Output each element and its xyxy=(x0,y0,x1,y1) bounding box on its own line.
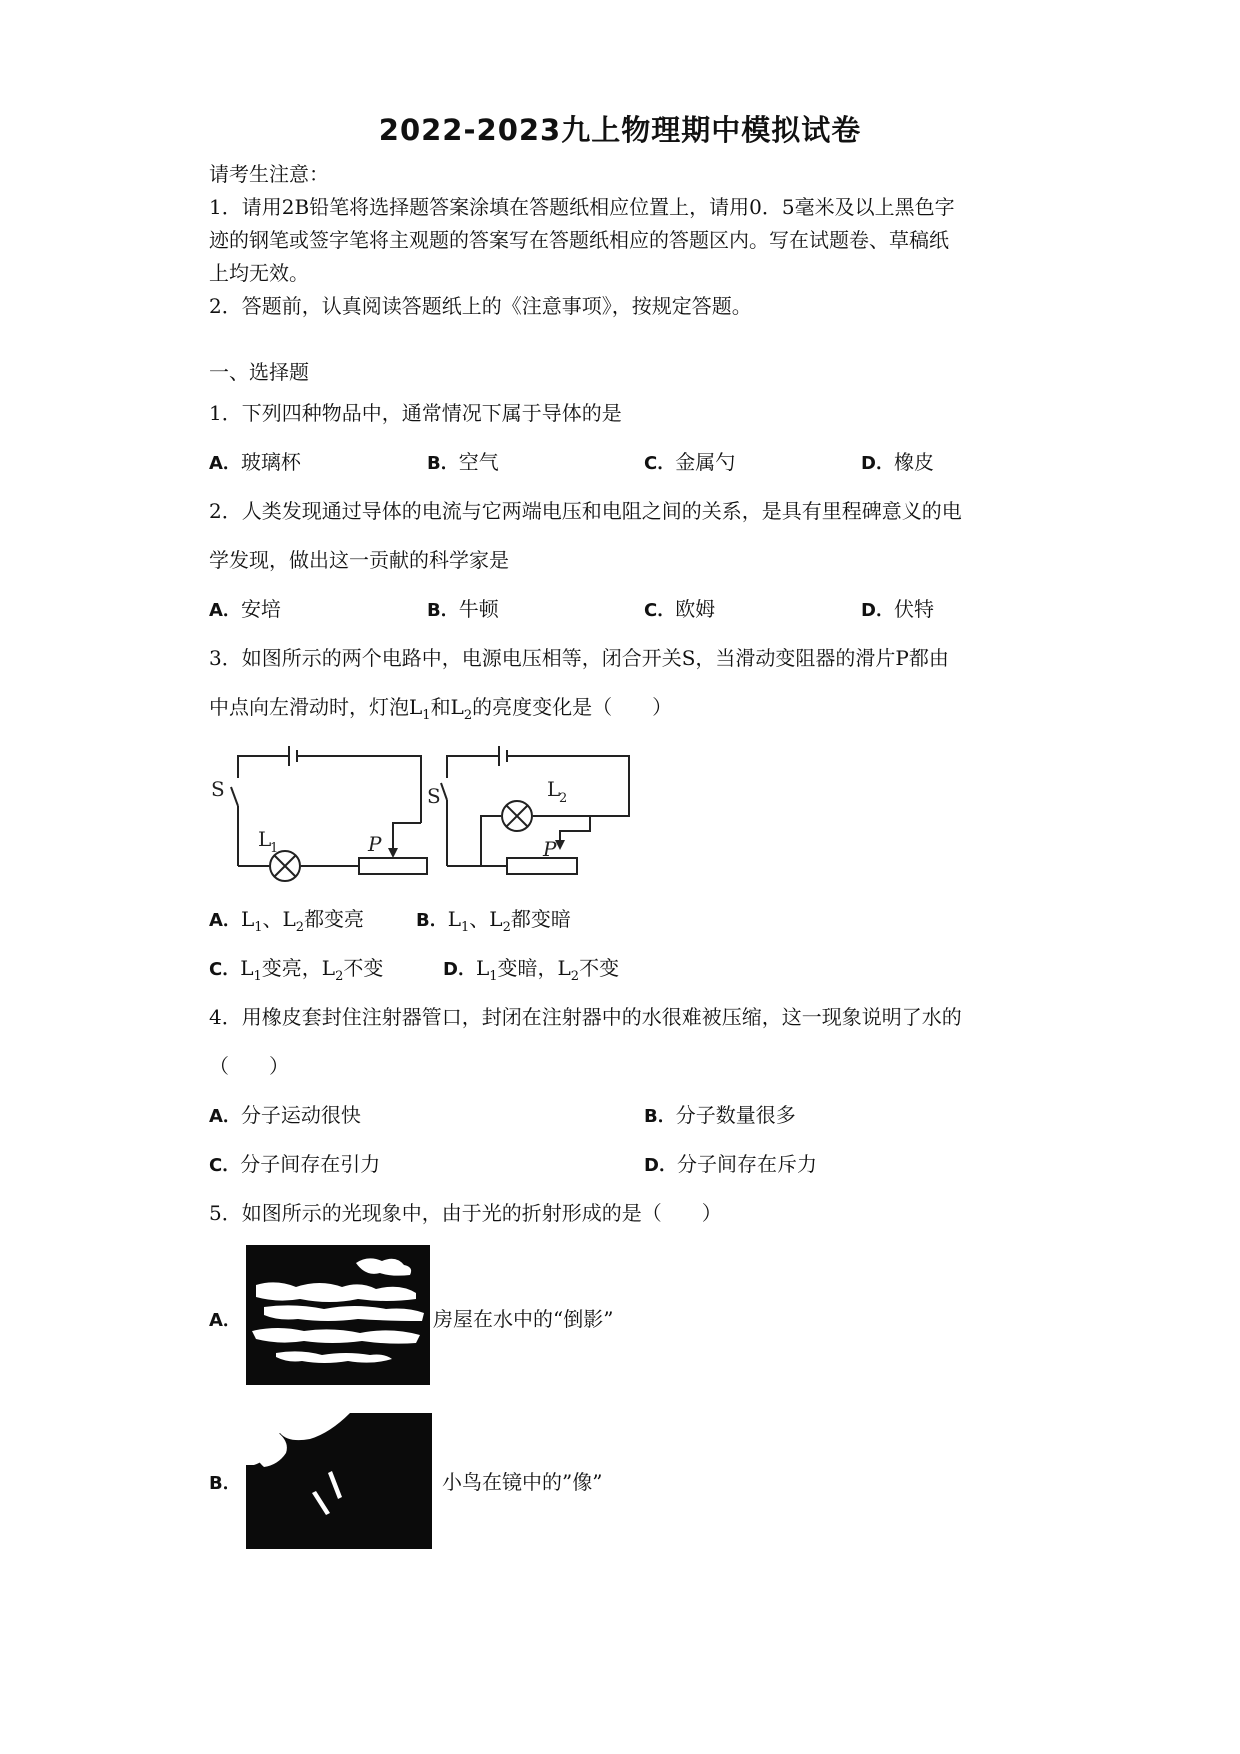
q5-stem: 5．如图所示的光现象中，由于光的折射形成的是（ ） xyxy=(209,1201,722,1225)
switch-label-right: S xyxy=(427,784,441,808)
q3-option-b: B．$L_1$、$L_2$都变暗 xyxy=(416,907,571,935)
q5-option-a-label: A． xyxy=(209,1310,241,1331)
slider-label-right: P xyxy=(543,837,557,861)
lamp-label-l1: L xyxy=(258,827,272,851)
q2-option-b: B．牛顿 xyxy=(427,597,499,621)
slider-label-left: P xyxy=(368,832,382,856)
q5-option-b-text: 小鸟在镜中的”像” xyxy=(442,1470,603,1494)
q1-option-c: C．金属勺 xyxy=(644,450,736,474)
q3-stem-1: 3．如图所示的两个电路中，电源电压相等，闭合开关S，当滑动变阻器的滑片P都由 xyxy=(209,646,949,670)
page-title: 2022-2023九上物理期中模拟试卷 xyxy=(378,113,862,147)
q3-option-d: D．$L_1$变暗，$L_2$不变 xyxy=(443,956,620,984)
slider-arrow-left xyxy=(388,848,398,858)
q1-stem: 1．下列四种物品中，通常情况下属于导体的是 xyxy=(209,401,622,425)
notice-line-4: 2．答题前，认真阅读答题纸上的《注意事项》，按规定答题。 xyxy=(209,294,752,318)
house-reflection-photo xyxy=(246,1245,430,1385)
q2-stem-1: 2．人类发现通过导体的电流与它两端电压和电阻之间的关系，是具有里程碑意义的电 xyxy=(209,499,962,523)
q4-option-a: A．分子运动很快 xyxy=(209,1103,361,1127)
q1-option-a: A．玻璃杯 xyxy=(209,450,301,474)
q3-circuit-figure xyxy=(205,738,665,888)
q3-option-c: C．$L_1$变亮，$L_2$不变 xyxy=(209,956,384,984)
q3-stem-2: 中点向左滑动时，灯泡$L_1$和$L_2$的亮度变化是（ ） xyxy=(209,695,673,723)
lamp-label-l2: L xyxy=(547,777,561,801)
notice-line-2: 迹的钢笔或签字笔将主观题的答案写在答题纸相应的答题区内。写在试题卷、草稿纸 xyxy=(209,228,949,252)
q5-option-a-text: 房屋在水中的“倒影” xyxy=(433,1307,614,1331)
q4-option-c: C．分子间存在引力 xyxy=(209,1152,381,1176)
bird-mirror-photo xyxy=(246,1407,432,1549)
q4-option-b: B．分子数量很多 xyxy=(644,1103,796,1127)
q4-stem-1: 4．用橡皮套封住注射器管口，封闭在注射器中的水很难被压缩，这一现象说明了水的 xyxy=(209,1005,962,1029)
section-heading: 一、选择题 xyxy=(209,360,309,384)
q1-option-b: B．空气 xyxy=(427,450,499,474)
lamp-label-l1-sub: 1 xyxy=(270,841,279,856)
q2-option-a: A．安培 xyxy=(209,597,281,621)
q2-stem-2: 学发现，做出这一贡献的科学家是 xyxy=(209,548,509,572)
slider-arrow-right xyxy=(555,840,565,850)
q4-stem-2: （ ） xyxy=(209,1054,289,1078)
q5-option-b-label: B． xyxy=(209,1473,241,1494)
notice-line-1: 1．请用2B铅笔将选择题答案涂填在答题纸相应位置上，请用0．5毫米及以上黑色字 xyxy=(209,195,955,219)
lamp-label-l2-sub: 2 xyxy=(559,791,568,806)
switch-label-left: S xyxy=(211,777,225,801)
q4-option-d: D．分子间存在斥力 xyxy=(644,1152,817,1176)
q1-option-d: D．橡皮 xyxy=(861,450,934,474)
q2-option-d: D．伏特 xyxy=(861,597,934,621)
notice-line-3: 上均无效。 xyxy=(209,261,309,285)
q3-option-a: A．$L_1$、$L_2$都变亮 xyxy=(209,907,365,935)
notice-heading: 请考生注意： xyxy=(209,162,329,186)
q2-option-c: C．欧姆 xyxy=(644,597,716,621)
